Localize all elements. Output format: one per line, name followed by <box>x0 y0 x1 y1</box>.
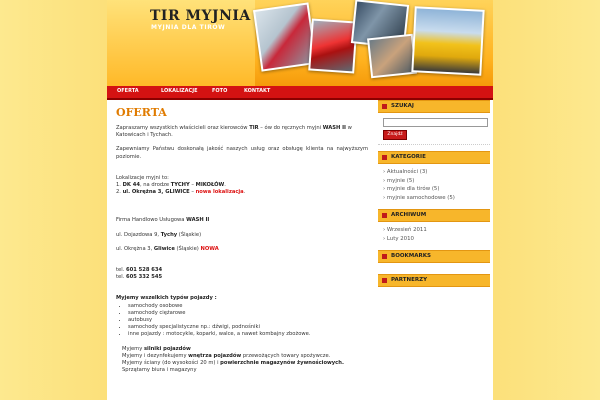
background-right <box>493 0 600 400</box>
square-bullet-icon <box>382 155 387 160</box>
location-1 <box>116 182 368 189</box>
intro-text-2: – ów do ręcznych myjni <box>258 125 323 131</box>
main-nav <box>107 86 493 100</box>
list-item: • autobusy <box>128 317 368 324</box>
vehicle-types-list <box>116 303 368 339</box>
page-container <box>107 0 493 400</box>
list-item: • samochody osobowe <box>128 303 368 310</box>
widget-title-text: BOOKMARKS <box>391 252 431 259</box>
intro-paragraph <box>116 125 368 139</box>
extra2-pre: Myjemy i dezynfekujemy <box>122 352 189 359</box>
category-link[interactable]: › Aktualności (3) <box>383 169 428 175</box>
widget-bookmarks-title <box>378 250 490 263</box>
loc1-mid: , na drodze <box>139 182 171 189</box>
square-bullet-icon <box>382 104 387 109</box>
loc1-dash: – <box>189 182 196 189</box>
company-name <box>116 217 368 224</box>
types-title: Myjemy wszelkich typów pojazdy : <box>116 295 217 302</box>
loc1-num: 1. <box>116 182 123 189</box>
categories-list <box>383 168 490 202</box>
square-bullet-icon <box>382 254 387 259</box>
category-link[interactable]: › myjnie dla tirów (5) <box>383 186 440 193</box>
archive-list <box>383 226 490 243</box>
loc2-new: nowa lokalizacja <box>195 189 244 196</box>
sidebar <box>378 100 490 287</box>
intro-wash: WASH II <box>322 125 346 131</box>
widget-categories-title <box>378 151 490 164</box>
category-label: myjnie samochodowe (5) <box>386 194 455 201</box>
extra-4: Sprzątamy biura i magazyny <box>122 367 197 374</box>
header-photo-truck-wash <box>253 2 317 71</box>
company-pre: Firma Handlowo Usługowa <box>116 217 187 224</box>
phone-2 <box>116 274 368 281</box>
category-label: myjnie dla tirów (5) <box>386 186 440 193</box>
widget-partners-title <box>378 274 490 287</box>
nav-foto[interactable]: FOTO <box>212 88 228 94</box>
widget-title-text: SZUKAJ <box>391 103 414 109</box>
addr2-new: NOWA <box>200 245 219 252</box>
loc2-street: ul. Okrężna 3, GLIWICE <box>122 189 190 196</box>
tel-label-2: tel. <box>116 274 126 281</box>
loc2-end: . <box>243 189 246 196</box>
intro-tir: TIR <box>249 125 259 131</box>
background-left <box>0 0 107 400</box>
addr2-post: (Śląskie) <box>174 245 201 252</box>
phone-1 <box>116 267 368 274</box>
widget-title-text: ARCHIWUM <box>391 212 427 219</box>
extra2-bold: wnętrza pojazdów <box>188 352 242 359</box>
loc1-city: TYCHY <box>170 182 190 189</box>
nav-oferta[interactable]: OFERTA <box>117 88 139 94</box>
loc1-city2: MIKOŁÓW <box>195 182 225 189</box>
tel-number-2[interactable]: 605 332 545 <box>125 274 163 281</box>
search-input[interactable] <box>383 118 488 127</box>
header-photo-yellow-truck <box>411 6 484 76</box>
tel-label-1: tel. <box>116 267 126 274</box>
header <box>107 0 493 86</box>
list-item: • inne pojazdy : motocykle, koparki, walce, a nawet kombajny zbożowe. <box>128 331 368 338</box>
widget-title-text: KATEGORIE <box>391 154 426 160</box>
loc2-dash: – <box>189 189 196 196</box>
main-content <box>116 106 368 374</box>
extra1-bold: silniki pojazdów <box>143 345 191 352</box>
square-bullet-icon <box>382 213 387 218</box>
extra-3 <box>116 360 368 367</box>
extra2-post: przewożących towary spożywcze. <box>241 352 331 359</box>
site-subtitle: MYJNIA DLA TIRÓW <box>151 24 226 31</box>
addr1-pre: ul. Dojazdowa 9, <box>116 231 161 238</box>
extra3-pre: Myjemy ściany (do wysokości 20 m) i <box>122 360 221 367</box>
category-link[interactable]: › myjnie (5) <box>383 177 415 184</box>
archive-link[interactable]: › Wrzesień 2011 <box>383 227 427 234</box>
header-photo-hands <box>367 34 417 79</box>
list-item: • samochody specjalistyczne np.: dźwigi, podnośniki <box>128 324 368 331</box>
addr2-city: Gliwice <box>153 245 175 252</box>
extra1-pre: Myjemy <box>122 345 144 352</box>
intro-text-3: w Katowicach i Tychach. <box>116 125 352 139</box>
list-item: • samochody ciężarowe <box>128 310 368 317</box>
addr2-pre: ul. Okrężna 3, <box>116 245 154 252</box>
search-button[interactable]: Znajdź <box>383 130 407 140</box>
archive-label: Luty 2010 <box>386 235 414 242</box>
address-2 <box>116 246 368 253</box>
addr1-city: Tychy <box>160 231 178 238</box>
page-heading: OFERTA <box>116 106 167 119</box>
site-title[interactable]: TIR MYJNIA <box>150 8 251 24</box>
locations-label: Lokalizacje myjni to: <box>116 174 169 181</box>
archive-label: Wrzesień 2011 <box>386 227 427 234</box>
company-bold: WASH II <box>186 217 210 224</box>
nav-kontakt[interactable]: KONTAKT <box>244 88 271 94</box>
square-bullet-icon <box>382 278 387 283</box>
address-1 <box>116 232 368 239</box>
extra3-bold: powierzchnie magazynów żywnościowych. <box>220 360 344 367</box>
extra-2 <box>116 353 368 360</box>
loc2-num: 2. <box>116 189 123 196</box>
intro-text: Zapraszamy wszystkich właścicieli oraz kierowców <box>116 125 250 131</box>
nav-lokalizacje[interactable]: LOKALIZACJE <box>161 88 198 94</box>
extra-1 <box>116 346 368 353</box>
widget-archive-title <box>378 209 490 222</box>
loc1-end: . <box>224 182 226 189</box>
header-photo-red-truck <box>308 18 358 73</box>
loc1-road: DK 44 <box>122 182 140 189</box>
widget-search-title <box>378 100 490 113</box>
addr1-post: (Śląskie) <box>177 231 202 238</box>
location-2 <box>116 189 368 196</box>
tel-number-1[interactable]: 601 528 634 <box>125 267 163 274</box>
widget-title-text: PARTNERZY <box>391 276 428 283</box>
category-label: myjnie (5) <box>386 177 415 184</box>
category-link[interactable]: › myjnie samochodowe (5) <box>383 194 455 201</box>
archive-link[interactable]: › Luty 2010 <box>383 235 414 242</box>
guarantee-paragraph: Zapewniamy Państwu doskonałą jakość naszych usług oraz obsługę klienta na najwyższym poziomie. <box>116 146 368 160</box>
category-label: Aktualności (3) <box>386 169 428 175</box>
